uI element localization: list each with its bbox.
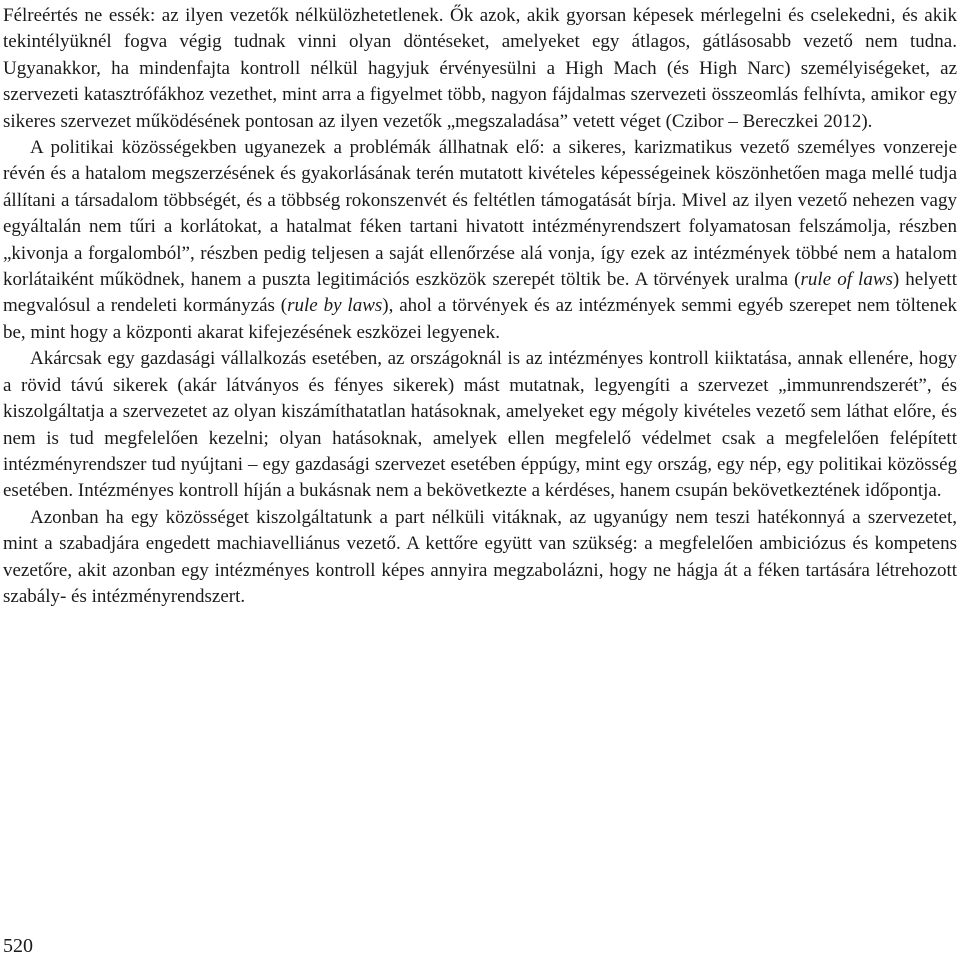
- text-run: A politikai közösségekben ugyanezek a problémák állhatnak elő: a sikeres, karizmatikus vezető személyes vonzereje révén és a hatalom megszerzésének és gyakorlásának terén mutatott kivételes képességeinek köszönhetően maga mellé tudja állítani a társadalom többségét, és a többség rokonszenvét és feltétlen támogatását bírja. Mivel az ilyen vezető nehezen vagy egyáltalán nem tűri a korlátokat, a hatalmat féken tartani hivatott intézményrendszert folyamatosan felszámolja, részben „kivonja a forgalomból”, részben pedig teljesen a saját ellenőrzése alá vonja, így ezek az intézmények többé nem a hatalom korlátaiként működnek, hanem a puszta legitimációs eszközök szerepét töltik be. A törvények uralma (: [3, 137, 957, 291]
- text-run: Félreértés ne essék: az ilyen vezetők nélkülözhetetlenek. Ők azok, akik gyorsan képesek mérlegelni és cselekedni, és akik tekintélyüknél fogva végig tudnak vinni olyan döntéseket, amelyeket egy átlagos, gátlásosabb vezető nem tudna. Ugyanakkor, ha mindenfajta kontroll nélkül hagyjuk érvényesülni a High Mach (és High Narc) személyiségeket, az szervezeti katasztrófákhoz vezethet, mint arra a figyelmet több, nagyon fájdalmas szervezeti összeomlás felhívta, amikor egy sikeres szervezet működésének pontosan az ilyen vezetők „megszaladása” vetett véget (Czibor – Bereczkei 2012).: [3, 5, 957, 132]
- text-run: Akárcsak egy gazdasági vállalkozás esetében, az országoknál is az intézményes kontroll kiiktatása, annak ellenére, hogy a rövid távú sikerek (akár látványos és fényes sikerek) mást mutatnak, legyengíti a szervezet „immunrendszerét”, és kiszolgáltatja a szervezetet az olyan kiszámíthatatlan hatásoknak, amelyeket egy mégoly kivételes vezető sem láthat előre, és nem is tud megfelelően kezelni; olyan hatásoknak, amelyek ellen megfelelő védelmet csak a megfelelően felépített intézményrendszer tud nyújtani – egy gazdasági szervezet esetében éppúgy, mint egy ország, egy nép, egy politikai közösség esetében. Intézményes kontroll híján a bukásnak nem a bekövetkezte a kérdéses, hanem csupán bekövetkeztének időpontja.: [3, 348, 957, 502]
- paragraph-3: [3, 346, 957, 504]
- italic-term: rule of laws: [800, 269, 893, 291]
- text-run: ) helyett megvalósul a rendeleti kormányzás (: [3, 269, 957, 317]
- text-run: ), ahol a törvények és az intézmények semmi egyéb szerepet nem töltenek be, mint hogy a központi akarat kifejezésének eszközei legyenek.: [3, 295, 958, 343]
- italic-term: rule by laws: [287, 295, 383, 317]
- paragraph-2: [3, 135, 957, 346]
- page-number: 520: [3, 935, 33, 957]
- paragraph-1: [3, 3, 957, 135]
- document-body: [3, 3, 957, 610]
- text-run: Azonban ha egy közösséget kiszolgáltatunk a part nélküli vitáknak, az ugyanúgy nem teszi hatékonnyá a szervezetet, mint a szabadjára engedett machiavelliánus vezető. A kettőre együtt van szükség: a megfelelően ambiciózus és kompetens vezetőre, akit azonban egy intézményes kontroll képes annyira megzabolázni, hogy ne hágja át a féken tartására létrehozott szabály- és intézményrendszert.: [3, 506, 957, 607]
- paragraph-4: [3, 505, 957, 611]
